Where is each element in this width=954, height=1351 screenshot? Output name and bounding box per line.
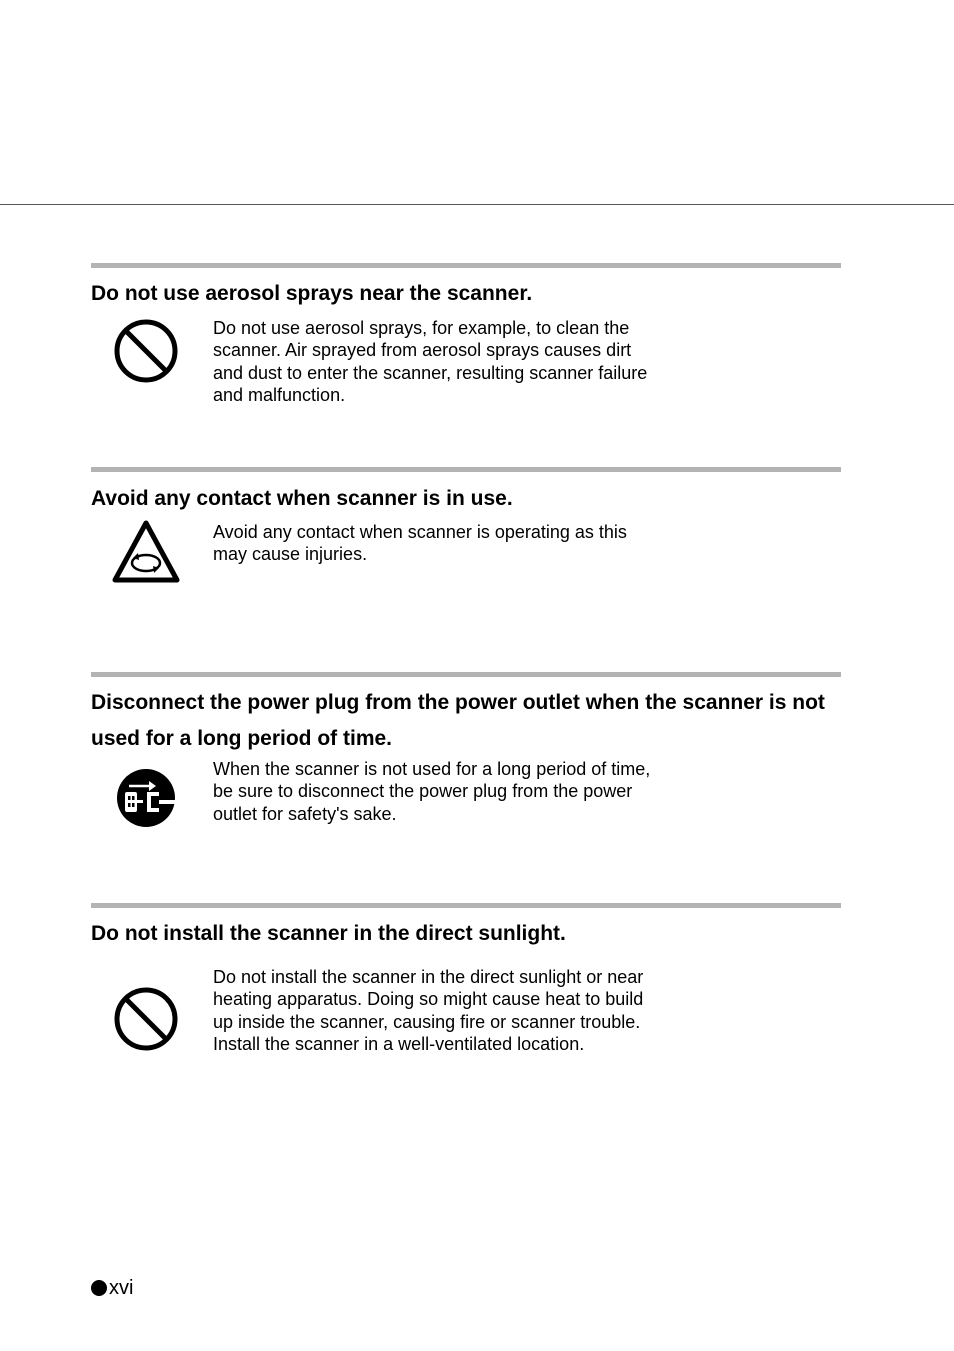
caution-section-contact (91, 467, 841, 565)
prohibition-icon (111, 316, 181, 386)
caution-section-power-plug (91, 672, 841, 824)
prohibition-icon (111, 984, 181, 1054)
caution-section-sunlight (91, 903, 841, 1055)
header-rule (0, 204, 954, 205)
caution-section-aerosol (91, 263, 841, 406)
section-title: Avoid any contact when scanner is in use. (91, 487, 513, 510)
rotating-hazard-warning-icon (111, 517, 181, 587)
section-description: Do not use aerosol sprays, for example, to clean the scanner. Air sprayed from aerosol sprays causes dirt and dust to enter the scanner, resulting scanner failure and malfunction. (213, 318, 648, 406)
page-footer (91, 1275, 133, 1301)
page-number: xvi (109, 1277, 134, 1299)
section-title: Disconnect the power plug from the power outlet when the scanner is not used for a long period of time. (91, 691, 825, 750)
section-description: When the scanner is not used for a long period of time, be sure to disconnect the power plug from the power outlet for safety's sake. (213, 759, 651, 824)
section-description: Do not install the scanner in the direct sunlight or near heating apparatus. Doing so might cause heat to build up inside the scanner, causing fire or scanner trouble. Install the scanner in a well-ventilated location. (213, 967, 644, 1055)
section-divider (91, 263, 841, 268)
section-divider (91, 672, 841, 677)
section-description: Avoid any contact when scanner is operating as this may cause injuries. (213, 522, 627, 565)
section-divider (91, 903, 841, 908)
unplug-power-icon (111, 762, 181, 832)
section-divider (91, 467, 841, 472)
section-title: Do not use aerosol sprays near the scanner. (91, 282, 533, 305)
bullet-icon (91, 1280, 107, 1296)
section-title: Do not install the scanner in the direct sunlight. (91, 922, 566, 945)
